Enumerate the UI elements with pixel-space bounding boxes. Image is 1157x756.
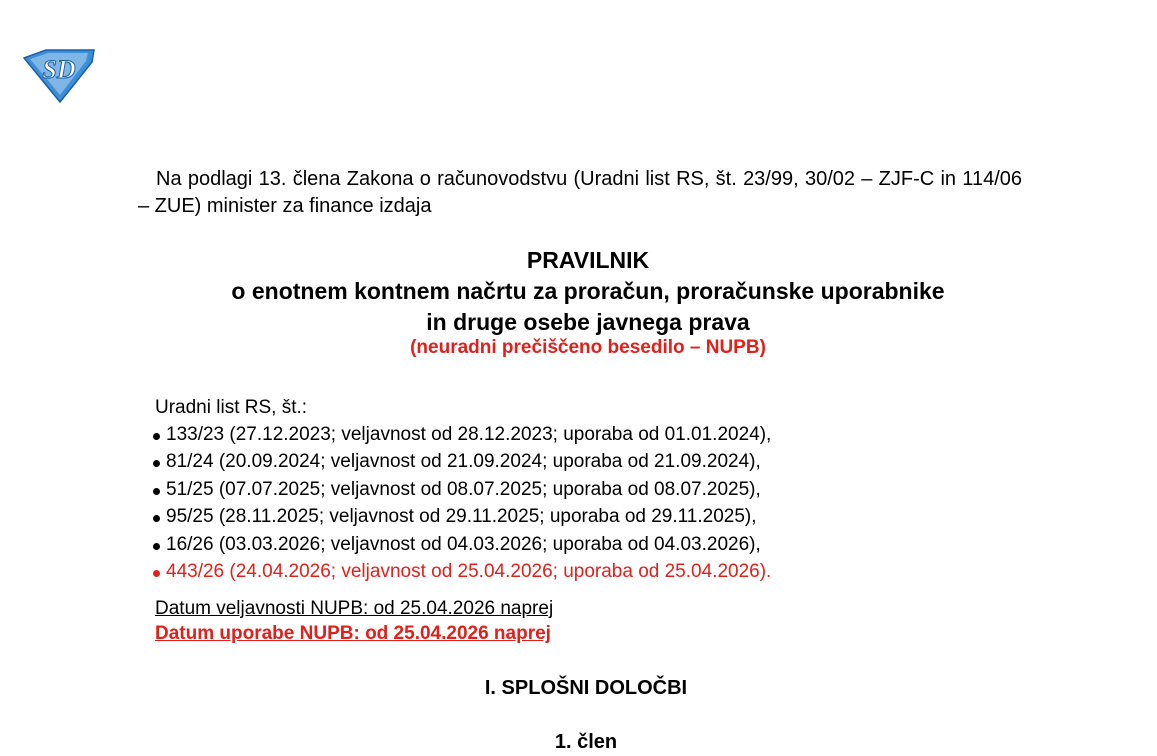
gazette-item-text: 51/25 (07.07.2025; veljavnost od 08.07.2025; uporaba od 08.07.2025), (166, 478, 761, 500)
gazette-item-text: 443/26 (24.04.2026; veljavnost od 25.04.2026; uporaba od 25.04.2026). (166, 561, 772, 583)
logo-text: SD (42, 55, 76, 84)
bullet-icon (153, 488, 160, 495)
document-title: PRAVILNIK (526, 247, 650, 273)
gazette-list (150, 421, 771, 585)
section-heading: I. SPLOŠNI DOLOČBI (484, 677, 688, 699)
usage-date: Datum uporabe NUPB: od 25.04.2026 naprej (155, 623, 551, 644)
gazette-item (150, 476, 771, 503)
sd-shield-logo-icon (22, 48, 96, 104)
gazette-item (150, 448, 771, 475)
bullet-icon (153, 460, 160, 467)
gazette-item-text: 95/25 (28.11.2025; veljavnost od 29.11.2025; uporaba od 29.11.2025), (166, 506, 757, 528)
validity-block (155, 596, 553, 646)
bullet-icon (153, 515, 160, 522)
intro-paragraph: Na podlagi 13. člena Zakona o računovodstvu (Uradni list RS, št. 23/99, 30/02 – ZJF-C in 114/06 – ZUE) minister za finance izdaja (138, 168, 1022, 217)
bullet-icon (153, 570, 160, 577)
gazette-item-text: 133/23 (27.12.2023; veljavnost od 28.12.2023; uporaba od 01.01.2024), (166, 424, 772, 445)
gazette-item (150, 503, 771, 530)
gazette-item-text: 16/26 (03.03.2026; veljavnost od 04.03.2026; uporaba od 04.03.2026), (166, 533, 761, 555)
document-subtitle-line1: o enotnem kontnem načrtu za proračun, proračunske uporabnike (231, 278, 945, 304)
document-note: (neuradni prečiščeno besedilo – NUPB) (410, 337, 766, 358)
gazette-item-text: 81/24 (20.09.2024; veljavnost od 21.09.2024; uporaba od 21.09.2024), (166, 451, 761, 473)
gazette-label: Uradni list RS, št.: (155, 397, 308, 418)
bullet-icon (153, 433, 160, 440)
article-heading: 1. člen (554, 731, 618, 753)
gazette-item (150, 531, 771, 558)
bullet-icon (153, 543, 160, 550)
gazette-item-latest (150, 558, 771, 585)
document-subtitle-line2: in druge osebe javnega prava (426, 309, 750, 335)
title-block (0, 245, 1157, 361)
validity-date: Datum veljavnosti NUPB: od 25.04.2026 naprej (155, 598, 554, 619)
gazette-item (150, 421, 771, 448)
